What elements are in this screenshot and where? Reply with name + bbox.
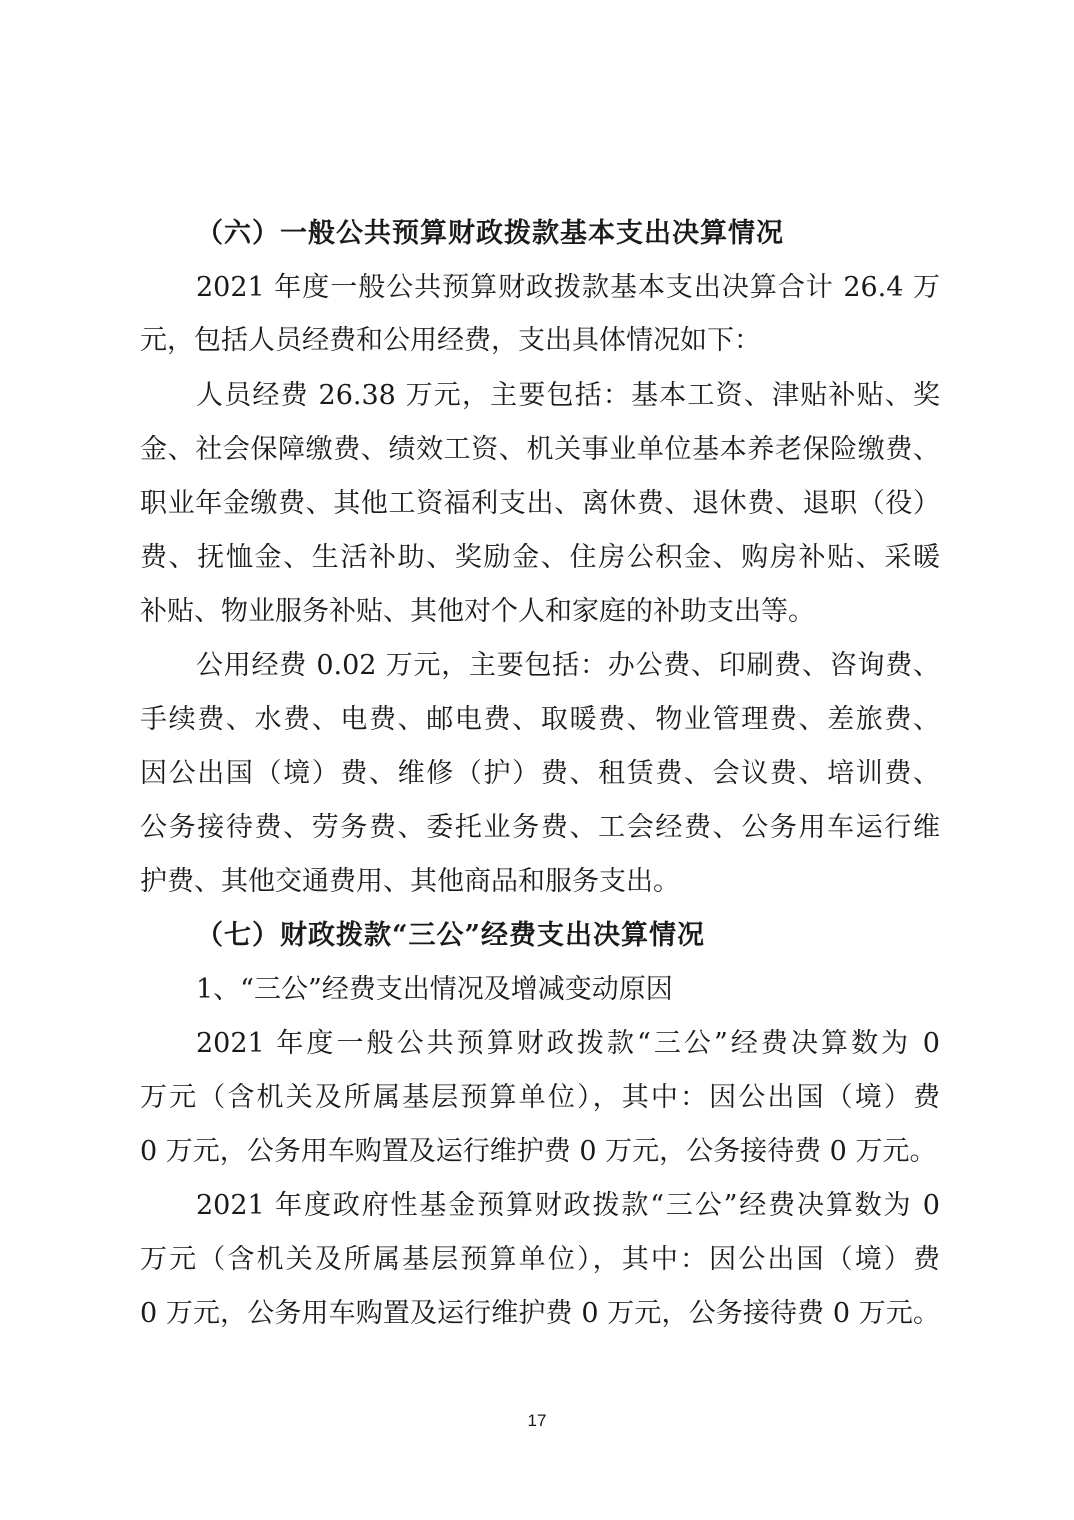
paragraph-2-line-2: 金、社会保障缴费、绩效工资、机关事业单位基本养老保险缴费、 [140,434,940,465]
paragraph-4-line-1: 2021 年度一般公共预算财政拨款“三公”经费决算数为 0 [196,1028,940,1059]
paragraph-2-line-1: 人员经费 26.38 万元，主要包括：基本工资、津贴补贴、奖 [196,380,940,411]
section-heading-7: （七）财政拨款“三公”经费支出决算情况 [196,920,706,951]
paragraph-4-line-2: 万元（含机关及所属基层预算单位），其中：因公出国（境）费 [140,1082,940,1113]
paragraph-3-line-4: 公务接待费、劳务费、委托业务费、工会经费、公务用车运行维 [140,812,940,843]
paragraph-3-line-3: 因公出国（境）费、维修（护）费、租赁费、会议费、培训费、 [140,758,940,789]
paragraph-5-line-2: 万元（含机关及所属基层预算单位），其中：因公出国（境）费 [140,1244,940,1275]
paragraph-1-line-1: 2021 年度一般公共预算财政拨款基本支出决算合计 26.4 万 [196,272,940,303]
paragraph-3-line-5: 护费、其他交通费用、其他商品和服务支出。 [140,866,680,897]
paragraph-5-line-3: 0 万元，公务用车购置及运行维护费 0 万元，公务接待费 0 万元。 [140,1298,940,1329]
section-heading-6: （六）一般公共预算财政拨款基本支出决算情况 [196,218,784,249]
subheading-1: 1、“三公”经费支出情况及增减变动原因 [196,974,673,1005]
paragraph-3-line-2: 手续费、水费、电费、邮电费、取暖费、物业管理费、差旅费、 [140,704,940,735]
paragraph-5-line-1: 2021 年度政府性基金预算财政拨款“三公”经费决算数为 0 [196,1190,940,1221]
page-number: 17 [527,1411,547,1430]
paragraph-3-line-1: 公用经费 0.02 万元，主要包括：办公费、印刷费、咨询费、 [196,650,940,681]
paragraph-2-line-3: 职业年金缴费、其他工资福利支出、离休费、退休费、退职（役） [140,488,940,519]
paragraph-2-line-4: 费、抚恤金、生活补助、奖励金、住房公积金、购房补贴、采暖 [140,542,940,573]
paragraph-1-line-2: 元，包括人员经费和公用经费，支出具体情况如下： [140,325,761,356]
paragraph-2-line-5: 补贴、物业服务补贴、其他对个人和家庭的补助支出等。 [140,596,815,627]
paragraph-4-line-3: 0 万元，公务用车购置及运行维护费 0 万元，公务接待费 0 万元。 [140,1136,937,1167]
